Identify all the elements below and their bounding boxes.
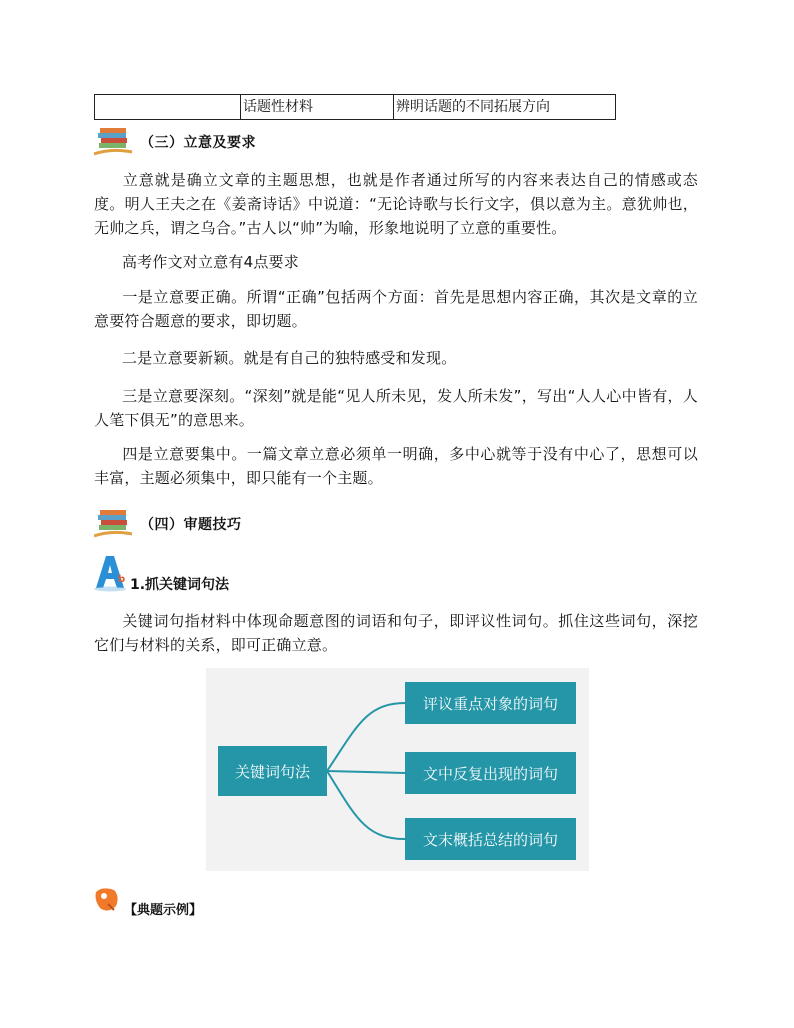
paragraph: 关键词句指材料中体现命题意图的词语和句子，即评议性词句。抓住这些词句，深挖它们与材料的关系，即可正确立意。 xyxy=(94,612,698,654)
table-cell: 辨明话题的不同拓展方向 xyxy=(396,99,550,115)
paragraph: 立意就是确立文章的主题思想，也就是作者通过所写的内容来表达自己的情感或态度。明人王夫之在《姜斋诗话》中说道：“无论诗歌与长行文字，俱以意为主。意犹帅也，无帅之兵，谓之乌合。”古人以“帅”为喻，形象地说明了立意的重要性。 xyxy=(94,171,698,237)
diagram-branch-node: 文末概括总结的词句 xyxy=(405,818,576,860)
section-title: （三）立意及要求 xyxy=(140,135,256,151)
mind-map-diagram xyxy=(206,668,589,871)
paragraph: 四是立意要集中。一篇文章立意必须单一明确，多中心就等于没有中心了，思想可以丰富，主题必须集中，即只能有一个主题。 xyxy=(94,445,698,487)
diagram-branch-node: 评议重点对象的词句 xyxy=(405,682,576,724)
paragraph: 三是立意要深刻。“深刻”就是能“见人所未见，发人所未发”，写出“人人心中皆有，人人笔下俱无”的意思来。 xyxy=(94,387,698,429)
diagram-branch-node: 文中反复出现的词句 xyxy=(405,752,576,794)
table-cell: 话题性材料 xyxy=(241,95,394,119)
section-heading xyxy=(94,508,242,540)
ab-letter-icon xyxy=(92,552,128,596)
method-title: 1.抓关键词句法 xyxy=(130,577,230,593)
orange-tag-icon xyxy=(92,884,122,918)
example-heading xyxy=(92,884,202,918)
svg-text:b: b xyxy=(118,574,126,585)
books-icon xyxy=(94,508,134,540)
section-title: （四）审题技巧 xyxy=(140,517,242,533)
paragraph: 一是立意要正确。所谓“正确”包括两个方面：首先是思想内容正确，其次是文章的立意要符合题意的要求，即切题。 xyxy=(94,288,698,330)
example-title: 【典题示例】 xyxy=(124,903,203,918)
table-cell xyxy=(95,95,241,119)
section-heading xyxy=(94,126,256,158)
table-row xyxy=(94,94,616,120)
diagram-center-node: 关键词句法 xyxy=(218,746,327,796)
paragraph: 二是立意要新颖。就是有自己的独特感受和发现。 xyxy=(122,349,457,367)
method-heading xyxy=(92,552,229,596)
books-icon xyxy=(94,126,134,158)
paragraph: 高考作文对立意有4点要求 xyxy=(122,253,299,271)
